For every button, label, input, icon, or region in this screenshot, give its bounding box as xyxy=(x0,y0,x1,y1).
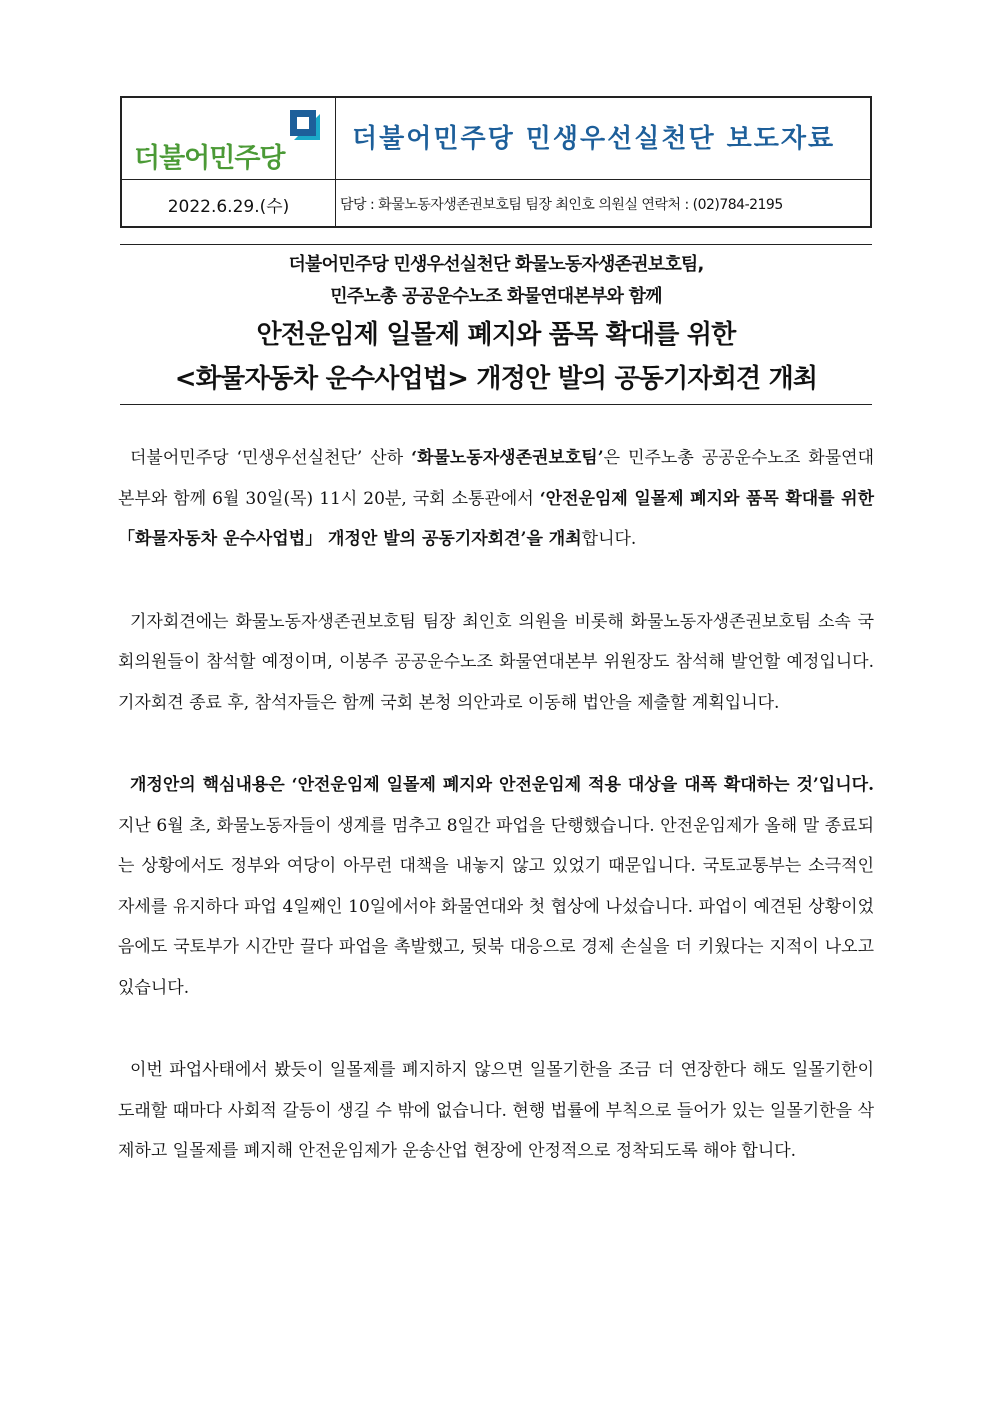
paragraph-3 xyxy=(118,765,874,1008)
p3-text-1: 지난 6월 초, 화물노동자들이 생계를 멈추고 8일간 파업을 단행했습니다. 안전운임제가 올해 말 종료되는 상황에서도 정부와 여당이 아무런 대책을 내놓지 않고 있었기 때문입니다. 국토교통부는 소극적인 자세를 유지하다 파업 4일째인 10일에서야 화물연대와 첫 협상에 나섰습니다. 파업이 예견된 상황이었음에도 국토부가 시간만 끌다 파업을 촉발했고, 뒷북 대응으로 경제 손실을 더 키웠다는 지적이 나오고 있습니다. xyxy=(118,815,874,998)
headline-block xyxy=(120,244,872,405)
p1-bold-2: ‘안전운임제 일몰제 폐지와 품목 확대를 위한 「화물자동차 운수사업법」 개정안 발의 공동기자회견’을 개최 xyxy=(118,488,874,549)
party-logo-icon xyxy=(288,108,322,142)
headline-line-1: 안전운임제 일몰제 폐지와 품목 확대를 위한 xyxy=(256,320,736,350)
paragraph-4: 이번 파업사태에서 봤듯이 일몰제를 폐지하지 않으면 일몰기한을 조금 더 연장한다 해도 일몰기한이 도래할 때마다 사회적 갈등이 생길 수 밖에 없습니다. 현행 법률에 부칙으로 들어가 있는 일몰기한을 삭제하고 일몰제를 폐지해 안전운임제가 운송산업 현장에 안정적으로 정착되도록 해야 합니다. xyxy=(118,1060,874,1161)
subtitle-line-2: 민주노총 공공운수노조 화물연대본부와 함께 xyxy=(330,286,662,307)
p1-bold-1: ‘화물노동자생존권보호팀’ xyxy=(411,448,604,468)
party-logo-text: 더불어민주당 xyxy=(134,143,285,174)
p3-bold-1: 개정안의 핵심내용은 ‘안전운임제 일몰제 폐지와 안전운임제 적용 대상을 대폭 확대하는 것’입니다. xyxy=(130,775,874,795)
press-title-cell xyxy=(336,98,870,180)
contact-info: 담당 : 화물노동자생존권보호팀 팀장 최인호 의원실 연락처 : (02)784-2195 xyxy=(340,197,783,213)
press-title: 더불어민주당 민생우선실천단 보도자료 xyxy=(352,124,836,154)
body-text xyxy=(118,438,874,1214)
date-cell xyxy=(122,180,336,226)
paragraph-1 xyxy=(118,438,874,560)
p1-text-3: 합니다. xyxy=(581,529,637,549)
contact-cell xyxy=(336,180,870,226)
logo-cell xyxy=(122,98,336,180)
paragraph-2: 기자회견에는 화물노동자생존권보호팀 팀장 최인호 의원을 비롯해 화물노동자생존권보호팀 소속 국회의원들이 참석할 예정이며, 이봉주 공공운수노조 화물연대본부 위원장도 참석해 발언할 예정입니다. 기자회견 종료 후, 참석자들은 함께 국회 본청 의안과로 이동해 법안을 제출할 계획입니다. xyxy=(118,611,874,713)
p1-text-1: 더불어민주당 ‘민생우선실천단’ 산하 xyxy=(130,448,412,468)
release-date: 2022.6.29.(수) xyxy=(167,197,290,217)
press-header-table xyxy=(120,96,872,228)
headline-line-2: <화물자동차 운수사업법> 개정안 발의 공동기자회견 개최 xyxy=(174,364,818,394)
subtitle-line-1: 더불어민주당 민생우선실천단 화물노동자생존권보호팀, xyxy=(288,254,704,275)
p1-text-2: 은 민주노총 공공운수노조 화물연대본부와 함께 6월 30일(목) 11시 20분, 국회 소통관에서 xyxy=(118,448,874,509)
